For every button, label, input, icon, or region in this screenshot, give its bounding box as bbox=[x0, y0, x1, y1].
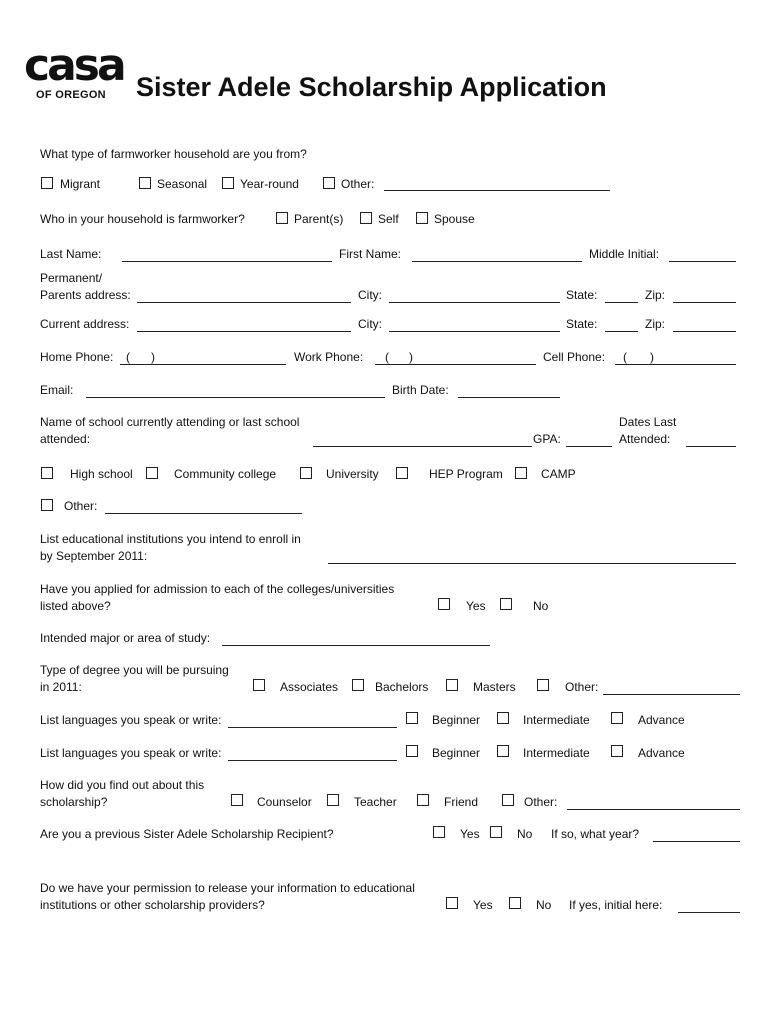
permanent-label-line1: Permanent/ bbox=[40, 271, 103, 285]
previous-yes-checkbox[interactable] bbox=[433, 826, 445, 838]
current-state-label: State: bbox=[566, 317, 598, 331]
permanent-city-field[interactable] bbox=[389, 302, 560, 303]
logo-word: casa bbox=[24, 40, 124, 91]
permission-no-checkbox[interactable] bbox=[509, 897, 521, 909]
spouse-label: Spouse bbox=[434, 212, 475, 226]
university-label: University bbox=[326, 467, 379, 481]
middle-initial-field[interactable] bbox=[669, 261, 736, 262]
major-field[interactable] bbox=[222, 645, 490, 646]
dates-attended-field[interactable] bbox=[686, 446, 736, 447]
teacher-label: Teacher bbox=[354, 795, 397, 809]
permanent-city-label: City: bbox=[358, 288, 382, 302]
last-name-label: Last Name: bbox=[40, 247, 102, 261]
degree-other-checkbox[interactable] bbox=[537, 679, 549, 691]
dates-attended-label-line2: Attended: bbox=[619, 432, 671, 446]
self-checkbox[interactable] bbox=[360, 212, 372, 224]
enroll-institutions-field[interactable] bbox=[328, 563, 736, 564]
permission-no-label: No bbox=[536, 898, 552, 912]
school-label-line2: attended: bbox=[40, 432, 91, 446]
camp-label: CAMP bbox=[541, 467, 576, 481]
community-college-label: Community college bbox=[174, 467, 277, 481]
previous-recipient-label: Are you a previous Sister Adele Scholarship Recipient? bbox=[40, 827, 334, 841]
year-round-checkbox[interactable] bbox=[222, 177, 234, 189]
found-other-checkbox[interactable] bbox=[502, 794, 514, 806]
found-label-line1: How did you find out about this bbox=[40, 778, 205, 792]
cell-phone-close-paren: ) bbox=[650, 350, 654, 364]
school-type-other-field[interactable] bbox=[105, 513, 302, 514]
parents-checkbox[interactable] bbox=[276, 212, 288, 224]
first-name-label: First Name: bbox=[339, 247, 402, 261]
household-question: What type of farmworker household are you from? bbox=[40, 147, 307, 161]
last-name-field[interactable] bbox=[122, 261, 332, 262]
school-type-other-label: Other: bbox=[64, 499, 98, 513]
hep-program-label: HEP Program bbox=[429, 467, 503, 481]
high-school-label: High school bbox=[70, 467, 133, 481]
home-phone-close-paren: ) bbox=[151, 350, 155, 364]
cell-phone-label: Cell Phone: bbox=[543, 350, 606, 364]
middle-initial-label: Middle Initial: bbox=[589, 247, 660, 261]
cell-phone-open-paren: ( bbox=[623, 350, 627, 364]
masters-label: Masters bbox=[473, 680, 516, 694]
applied-no-label: No bbox=[533, 599, 549, 613]
university-checkbox[interactable] bbox=[300, 467, 312, 479]
applied-label-line2: listed above? bbox=[40, 599, 111, 613]
friend-checkbox[interactable] bbox=[417, 794, 429, 806]
found-other-field[interactable] bbox=[567, 809, 740, 810]
permission-yes-checkbox[interactable] bbox=[446, 897, 458, 909]
email-label: Email: bbox=[40, 383, 74, 397]
lang2-advance-checkbox[interactable] bbox=[611, 745, 623, 757]
casa-of-oregon-logo bbox=[24, 40, 128, 104]
enroll-label-line1: List educational institutions you intend to enroll in bbox=[40, 532, 301, 546]
seasonal-label: Seasonal bbox=[157, 177, 208, 191]
previous-yes-label: Yes bbox=[460, 827, 480, 841]
current-address-field[interactable] bbox=[137, 331, 351, 332]
hep-program-checkbox[interactable] bbox=[396, 467, 408, 479]
permanent-label-line2: Parents address: bbox=[40, 288, 131, 302]
permission-label-line1: Do we have your permission to release your information to educational bbox=[40, 881, 415, 895]
languages-label-2: List languages you speak or write: bbox=[40, 746, 222, 760]
home-phone-field[interactable] bbox=[120, 364, 286, 365]
previous-year-label: If so, what year? bbox=[551, 827, 640, 841]
permission-yes-label: Yes bbox=[473, 898, 493, 912]
bachelors-label: Bachelors bbox=[375, 680, 429, 694]
degree-other-field[interactable] bbox=[603, 694, 740, 695]
languages-field-2[interactable] bbox=[228, 760, 397, 761]
year-round-label: Year-round bbox=[240, 177, 299, 191]
work-phone-open-paren: ( bbox=[385, 350, 389, 364]
work-phone-label: Work Phone: bbox=[294, 350, 364, 364]
school-label-line1: Name of school currently attending or last school bbox=[40, 415, 300, 429]
counselor-label: Counselor bbox=[257, 795, 312, 809]
permission-label-line2: institutions or other scholarship providers? bbox=[40, 898, 265, 912]
degree-label-line2: in 2011: bbox=[40, 680, 82, 694]
school-type-other-checkbox[interactable] bbox=[41, 499, 53, 511]
logo-subtitle: OF OREGON bbox=[36, 89, 106, 101]
lang2-intermediate-label: Intermediate bbox=[523, 746, 590, 760]
degree-other-label: Other: bbox=[565, 680, 599, 694]
lang2-intermediate-checkbox[interactable] bbox=[497, 745, 509, 757]
previous-year-field[interactable] bbox=[653, 841, 740, 842]
found-label-line2: scholarship? bbox=[40, 795, 108, 809]
current-state-field[interactable] bbox=[605, 331, 638, 332]
gpa-label: GPA: bbox=[533, 432, 561, 446]
email-field[interactable] bbox=[86, 397, 385, 398]
lang1-intermediate-label: Intermediate bbox=[523, 713, 590, 727]
friend-label: Friend bbox=[444, 795, 479, 809]
gpa-field[interactable] bbox=[566, 446, 612, 447]
first-name-field[interactable] bbox=[412, 261, 582, 262]
self-label: Self bbox=[378, 212, 399, 226]
counselor-checkbox[interactable] bbox=[231, 794, 243, 806]
camp-checkbox[interactable] bbox=[515, 467, 527, 479]
previous-no-label: No bbox=[517, 827, 533, 841]
current-zip-field[interactable] bbox=[673, 331, 736, 332]
previous-no-checkbox[interactable] bbox=[490, 826, 502, 838]
permanent-address-field[interactable] bbox=[137, 302, 351, 303]
home-phone-label: Home Phone: bbox=[40, 350, 114, 364]
who-question: Who in your household is farmworker? bbox=[40, 212, 245, 226]
current-address-label: Current address: bbox=[40, 317, 130, 331]
associates-label: Associates bbox=[280, 680, 339, 694]
permanent-zip-label: Zip: bbox=[645, 288, 666, 302]
migrant-label: Migrant bbox=[60, 177, 101, 191]
household-other-field[interactable] bbox=[384, 190, 610, 191]
teacher-checkbox[interactable] bbox=[327, 794, 339, 806]
lang2-beginner-label: Beginner bbox=[432, 746, 481, 760]
birth-date-label: Birth Date: bbox=[392, 383, 449, 397]
school-name-field[interactable] bbox=[313, 446, 532, 447]
household-other-label: Other: bbox=[341, 177, 375, 191]
home-phone-open-paren: ( bbox=[126, 350, 130, 364]
lang1-advance-label: Advance bbox=[638, 713, 685, 727]
current-city-label: City: bbox=[358, 317, 382, 331]
languages-label-1: List languages you speak or write: bbox=[40, 713, 222, 727]
current-zip-label: Zip: bbox=[645, 317, 666, 331]
parents-label: Parent(s) bbox=[294, 212, 344, 226]
work-phone-field[interactable] bbox=[375, 364, 536, 365]
applied-yes-label: Yes bbox=[466, 599, 486, 613]
community-college-checkbox[interactable] bbox=[146, 467, 158, 479]
birth-date-field[interactable] bbox=[458, 397, 560, 398]
applied-label-line1: Have you applied for admission to each of the colleges/universities bbox=[40, 582, 395, 596]
languages-field-1[interactable] bbox=[228, 727, 397, 728]
current-city-field[interactable] bbox=[389, 331, 560, 332]
associates-checkbox[interactable] bbox=[253, 679, 265, 691]
found-other-label: Other: bbox=[524, 795, 558, 809]
seasonal-checkbox[interactable] bbox=[139, 177, 151, 189]
major-label: Intended major or area of study: bbox=[40, 631, 211, 645]
lang1-advance-checkbox[interactable] bbox=[611, 712, 623, 724]
cell-phone-field[interactable] bbox=[615, 364, 736, 365]
lang1-beginner-checkbox[interactable] bbox=[406, 712, 418, 724]
permanent-state-field[interactable] bbox=[605, 302, 638, 303]
work-phone-close-paren: ) bbox=[409, 350, 413, 364]
page-title: Sister Adele Scholarship Application bbox=[136, 72, 607, 102]
applied-yes-checkbox[interactable] bbox=[438, 598, 450, 610]
high-school-checkbox[interactable] bbox=[41, 467, 53, 479]
migrant-checkbox[interactable] bbox=[41, 177, 53, 189]
dates-attended-label-line1: Dates Last bbox=[619, 415, 677, 429]
masters-checkbox[interactable] bbox=[446, 679, 458, 691]
bachelors-checkbox[interactable] bbox=[352, 679, 364, 691]
lang1-beginner-label: Beginner bbox=[432, 713, 481, 727]
permanent-state-label: State: bbox=[566, 288, 598, 302]
permanent-zip-field[interactable] bbox=[673, 302, 736, 303]
applied-no-checkbox[interactable] bbox=[500, 598, 512, 610]
spouse-checkbox[interactable] bbox=[416, 212, 428, 224]
permission-initial-field[interactable] bbox=[678, 912, 740, 913]
lang1-intermediate-checkbox[interactable] bbox=[497, 712, 509, 724]
lang2-beginner-checkbox[interactable] bbox=[406, 745, 418, 757]
permission-initial-label: If yes, initial here: bbox=[569, 898, 663, 912]
lang2-advance-label: Advance bbox=[638, 746, 685, 760]
degree-label-line1: Type of degree you will be pursuing bbox=[40, 663, 229, 677]
household-other-checkbox[interactable] bbox=[323, 177, 335, 189]
enroll-label-line2: by September 2011: bbox=[40, 549, 148, 563]
